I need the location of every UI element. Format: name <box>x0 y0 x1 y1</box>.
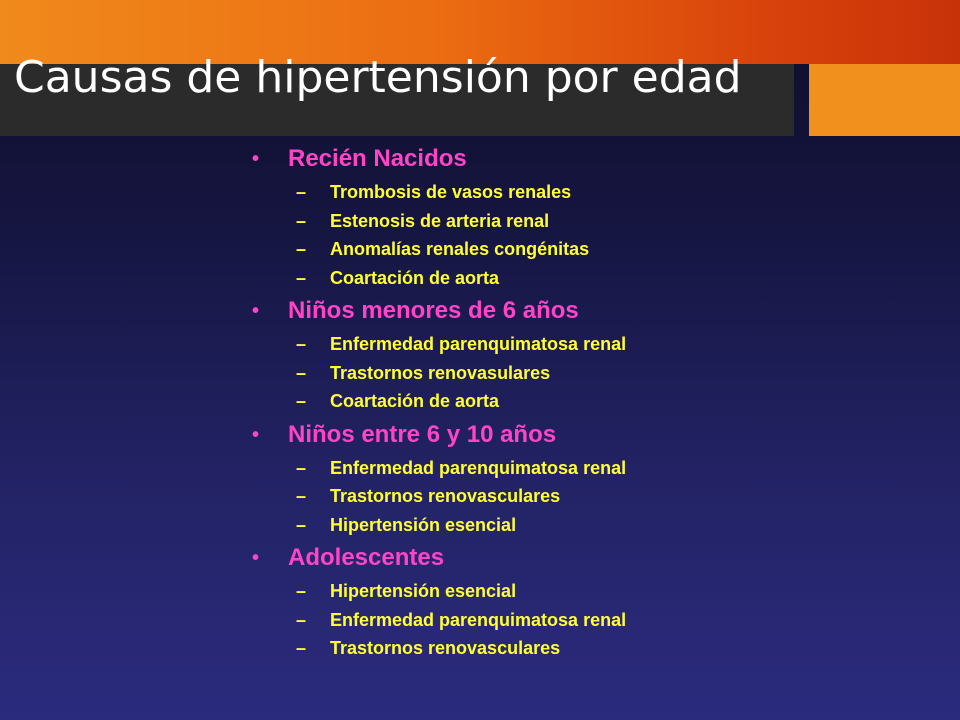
dash-icon: – <box>296 239 307 259</box>
sub-item <box>252 330 932 359</box>
slide-title: Causas de hipertensión por edad <box>14 52 742 103</box>
sub-item <box>252 207 932 236</box>
dash-icon: – <box>296 638 307 658</box>
sub-item-text: Hipertensión esencial <box>330 581 517 601</box>
dash-icon: – <box>296 182 307 202</box>
bullet-heading-text: Niños menores de 6 años <box>288 297 579 324</box>
bullet-icon: • <box>252 547 260 569</box>
dash-icon: – <box>296 362 307 383</box>
bullet-heading-text: Niños entre 6 y 10 años <box>288 420 557 448</box>
dash-icon: – <box>296 609 307 630</box>
dash-icon: – <box>296 581 307 601</box>
sub-item-text: Anomalías renales congénitas <box>330 239 590 259</box>
sub-item-text: Trastornos renovasculares <box>330 486 561 506</box>
sub-item-text: Trastornos renovasculares <box>330 638 561 658</box>
sub-item <box>252 482 932 511</box>
sub-item-text: Enfermedad parenquimatosa renal <box>330 457 627 478</box>
bullet-heading <box>252 416 932 454</box>
accent-block <box>809 64 960 136</box>
bullet-heading-text: Recién Nacidos <box>288 145 467 172</box>
dash-icon: – <box>296 514 307 535</box>
sub-item <box>252 178 932 207</box>
bullet-group <box>252 539 932 663</box>
bullet-heading <box>252 292 932 330</box>
bullet-list <box>252 140 932 663</box>
bullet-group <box>252 292 932 416</box>
sub-item <box>252 511 932 540</box>
bullet-heading-text: Adolescentes <box>288 544 445 571</box>
sub-item <box>252 577 932 606</box>
dash-icon: – <box>296 210 307 231</box>
bullet-icon: • <box>252 300 260 322</box>
sub-item <box>252 387 932 416</box>
sub-item-text: Hipertensión esencial <box>330 514 517 535</box>
dash-icon: – <box>296 457 307 478</box>
bullet-heading <box>252 539 932 577</box>
bullet-icon: • <box>252 423 260 446</box>
sub-item <box>252 264 932 293</box>
sub-item-text: Enfermedad parenquimatosa renal <box>330 609 627 630</box>
sub-item <box>252 235 932 264</box>
bullet-icon: • <box>252 148 260 170</box>
dash-icon: – <box>296 334 307 354</box>
dash-icon: – <box>296 391 307 411</box>
sub-item <box>252 454 932 483</box>
sub-item <box>252 634 932 663</box>
bullet-group <box>252 140 932 292</box>
dash-icon: – <box>296 267 307 288</box>
bullet-heading <box>252 140 932 178</box>
bullet-group <box>252 416 932 540</box>
sub-item-text: Estenosis de arteria renal <box>330 210 550 231</box>
dash-icon: – <box>296 486 307 506</box>
sub-item-text: Enfermedad parenquimatosa renal <box>330 334 627 354</box>
sub-item <box>252 359 932 388</box>
sub-item-text: Trastornos renovasulares <box>330 362 551 383</box>
sub-item <box>252 606 932 635</box>
sub-item-text: Coartación de aorta <box>330 267 500 288</box>
sub-item-text: Trombosis de vasos renales <box>330 182 572 202</box>
sub-item-text: Coartación de aorta <box>330 391 500 411</box>
